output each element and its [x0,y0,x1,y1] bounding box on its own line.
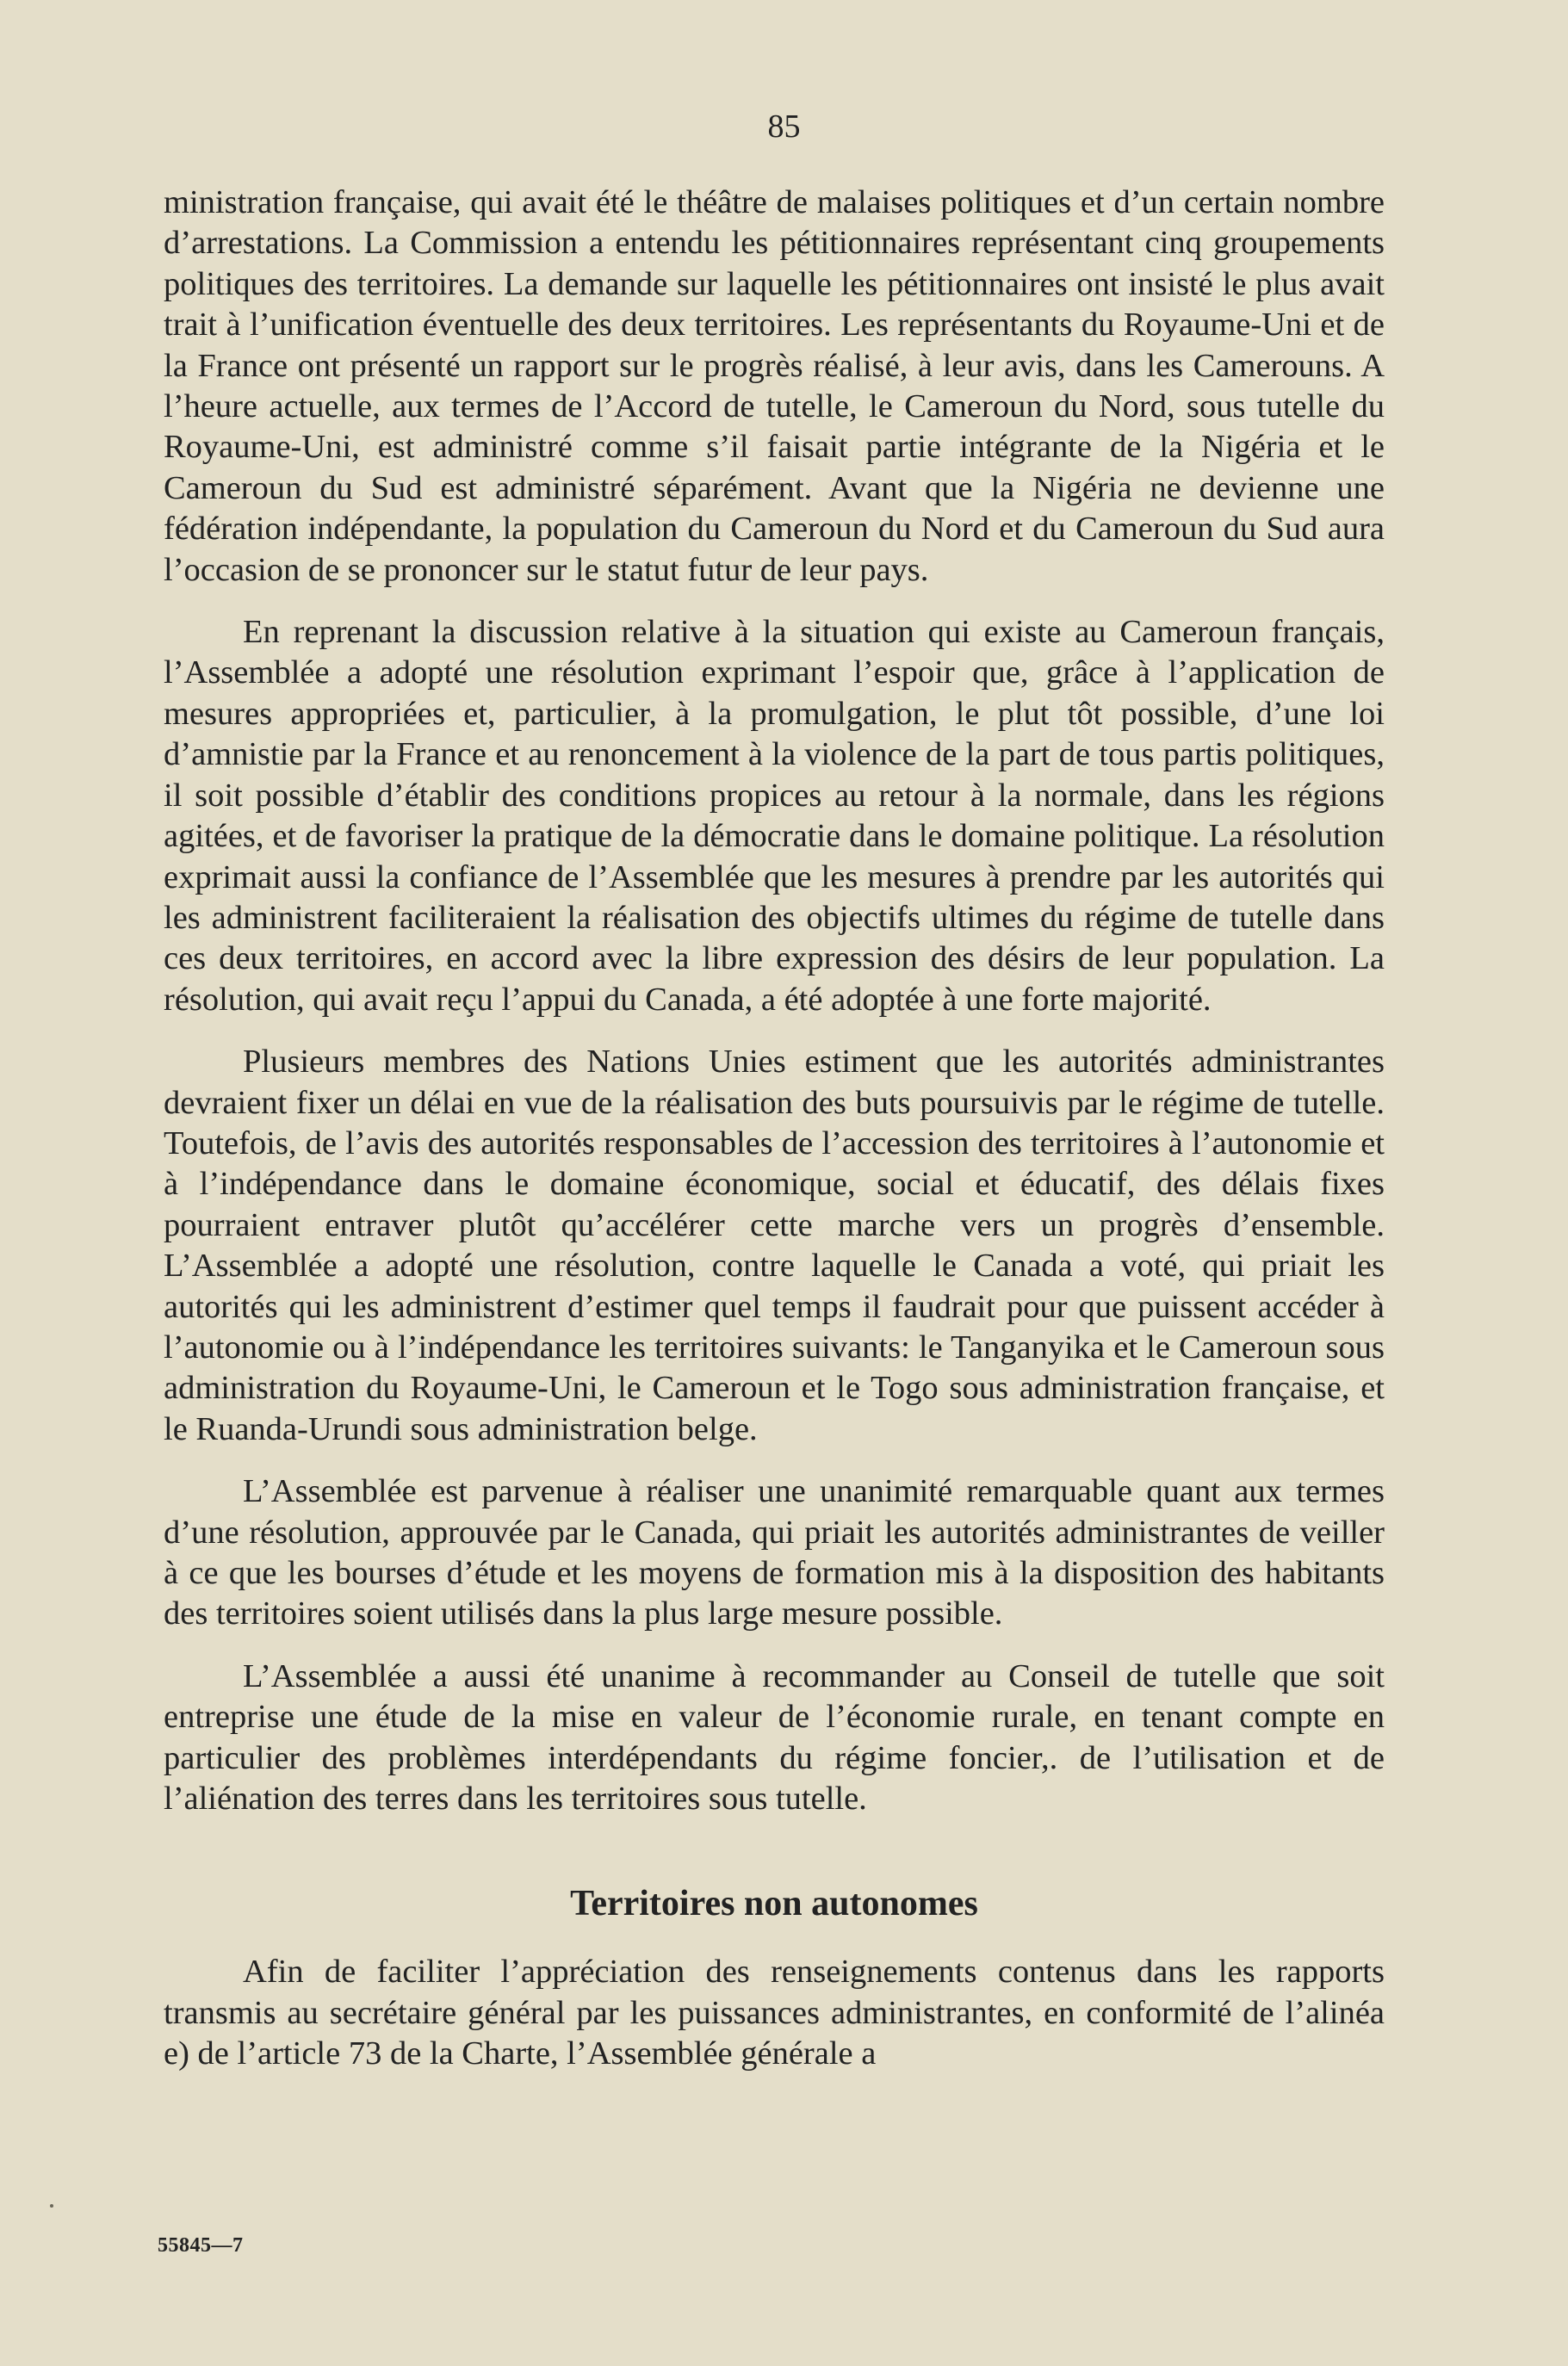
paragraph: ministration française, qui avait été le théâtre de malaises politiques et d’un certain nombre d’arrestations. La Commission a entendu les pétitionnaires représentant cinq groupements politiques des territoires. La demande sur laquelle les pétitionnaires ont insisté le plus avait trait à l’unification éventuelle des deux territoires. Les représentants du Royaume-Uni et de la France ont présenté un rapport sur le progrès réalisé, à leur avis, dans les Camerouns. A l’heure actuelle, aux termes de l’Accord de tutelle, le Cameroun du Nord, sous tutelle du Royaume-Uni, est administré comme s’il faisait partie intégrante de la Nigéria et le Cameroun du Sud est administré séparément. Avant que la Nigéria ne devienne une fédération indépendante, la population du Cameroun du Nord et du Cameroun du Sud aura l’occasion de se prononcer sur le statut futur de leur pays. [164,184,1385,588]
page-number: 85 [767,108,801,145]
section-paragraph: Afin de faciliter l’appréciation des renseignements contenus dans les rapports transmis au secrétaire général par les puissances administrantes, en conformité de l’alinéa e) de l’article 73 de la Charte, l’Assemblée générale a [164,1954,1385,2072]
paragraph: En reprenant la discussion relative à la situation qui existe au Cameroun français, l’Assemblée a adopté une résolution exprimant l’espoir que, grâce à l’application de mesures appropriées et, particulier, à la promulgation, le plut tôt possible, d’une loi d’amnistie par la France et au renoncement à la violence de la part de tous partis politiques, il soit possible d’établir des conditions propices au retour à la normale, dans les régions agitées, et de favoriser la pratique de la démocratie dans le domaine politique. La résolution exprimait aussi la confiance de l’Assemblée que les mesures à prendre par les autorités qui les administrent faciliteraient la réalisation des objectifs ultimes du régime de tutelle dans ces deux territoires, en accord avec la libre expression des désirs de leur population. La résolution, qui avait reçu l’appui du Canada, a été adoptée à une forte majorité. [164,614,1385,1018]
paragraph: L’Assemblée a aussi été unanime à recommander au Conseil de tutelle que soit entreprise une étude de la mise en valeur de l’économie rurale, en tenant compte en particulier des problèmes interdépendants du régime foncier,. de l’utilisation et de l’aliénation des terres dans les territoires sous tutelle. [164,1657,1385,1818]
footer-print-code: 55845—7 [158,2234,244,2257]
body-text [164,183,1385,2097]
paragraph: Plusieurs membres des Nations Unies estiment que les autorités administrantes devraient fixer un délai en vue de la réalisation des buts poursuivis par le régime de tutelle. Toutefois, de l’avis des autorités responsables de l’accession des territoires à l’autonomie et à l’indépendance dans le domaine économique, social et éducatif, des délais fixes pourraient entraver plutôt qu’accélérer cette marche vers un progrès d’ensemble. L’Assemblée a adopté une résolution, contre laquelle le Canada a voté, qui priait les autorités qui les administrent d’estimer quel temps il faudrait pour que puissent accéder à l’autonomie ou à l’indépendance les territoires suivants: le Tanganyika et le Cameroun sous administration du Royaume-Uni, le Cameroun et le Togo sous administration française, et le Ruanda-Urundi sous administration belge. [164,1044,1385,1447]
section-heading: Territoires non autonomes [570,1884,978,1924]
print-speck [50,2204,53,2208]
paragraph: L’Assemblée est parvenue à réaliser une unanimité remarquable quant aux termes d’une résolution, approuvée par le Canada, qui priait les autorités administrantes de veiller à ce que les bourses d’étude et les moyens de formation mis à la disposition des habitants des territoires soient utilisés dans la plus large mesure possible. [164,1473,1385,1632]
